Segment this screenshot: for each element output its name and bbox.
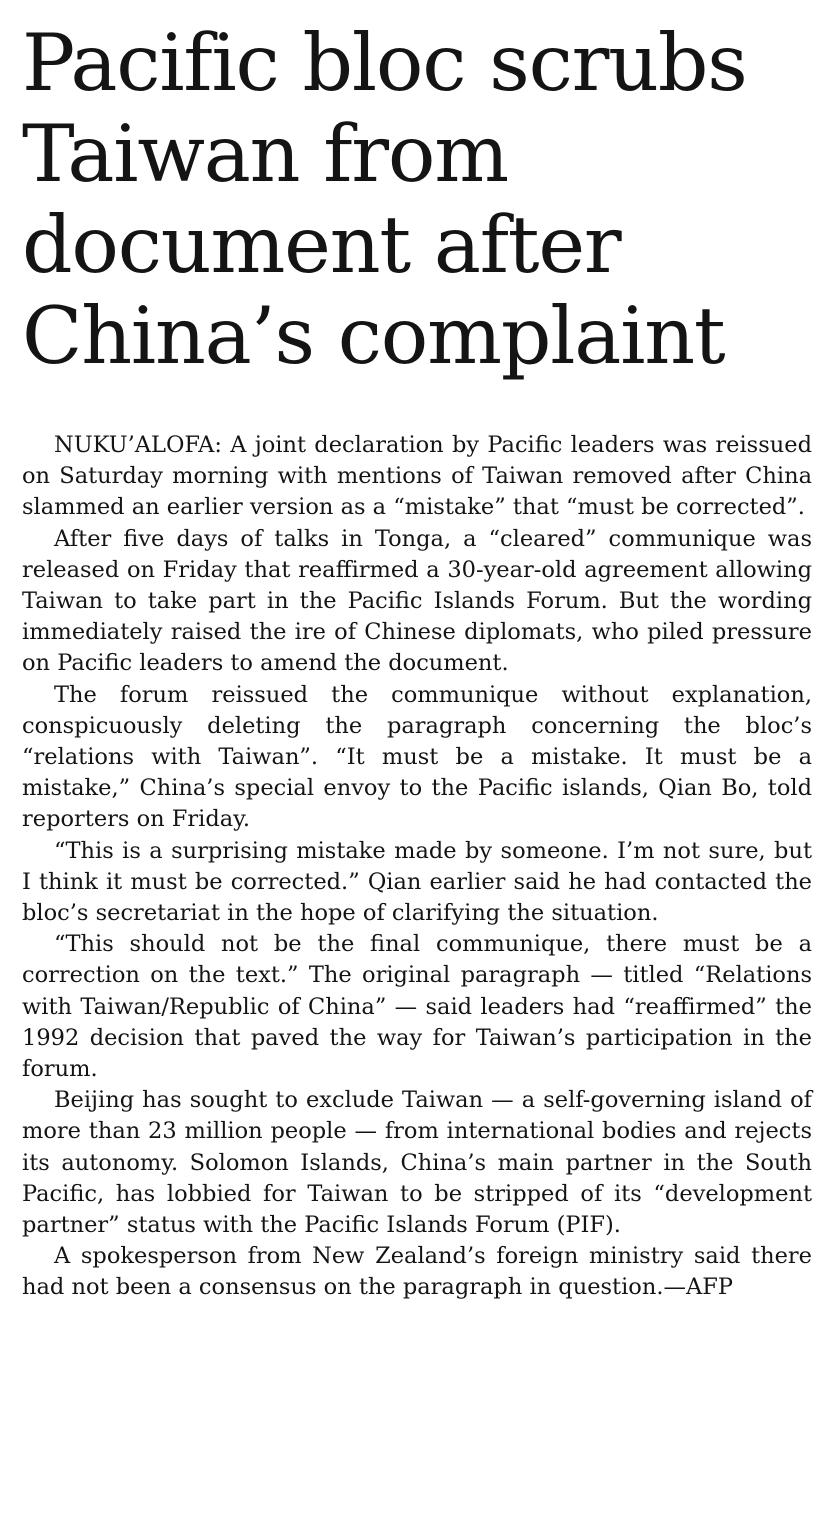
article-body [22,430,812,1304]
body-paragraph: The forum reissued the communique without explanation, conspicuously deleting the paragraph concerning the bloc’s “relations with Taiwan”. “It must be a mistake. It must be a mistake,” China’s special envoy to the Pacific islands, Qian Bo, told reporters on Friday. [22,681,812,833]
body-paragraph: “This should not be the final communique, there must be a correction on the text.” The original paragraph — titled “Relations with Taiwan/Republic of China” — said leaders had “reaffirmed” the 1992 decision that paved the way for Taiwan’s participation in the forum. [22,931,812,1083]
body-paragraph: Beijing has sought to exclude Taiwan — a self-governing island of more than 23 million people — from international bodies and rejects its autonomy. Solomon Islands, China’s main partner in the South Pacific, has lobbied for Taiwan to be stripped of its “development partner” status with the Pacific Islands Forum (PIF). [22,1087,812,1239]
headline [22,18,812,382]
headline-line: document after [22,199,621,291]
body-paragraph: After five days of talks in Tonga, a “cleared” communique was released on Friday that reaffirmed a 30-year-old agreement allowing Taiwan to take part in the Pacific Islands Forum. But the wording immediately raised the ire of Chinese diplomats, who piled pressure on Pacific leaders to amend the document. [22,525,812,677]
body-paragraph: “This is a surprising mistake made by someone. I’m not sure, but I think it must be corrected.” Qian earlier said he had contacted the bloc’s secretariat in the hope of clarifying the situation. [22,837,812,927]
headline-line: Pacific bloc scrubs [22,17,747,109]
news-article [22,18,812,1304]
headline-line: China’s complaint [22,290,725,382]
body-paragraph: A spokesperson from New Zealand’s foreign ministry said there had not been a consensus on the paragraph in question.—AFP [22,1243,812,1301]
headline-line: Taiwan from [22,108,508,200]
body-paragraph: NUKU’ALOFA: A joint declaration by Pacific leaders was reissued on Saturday morning with mentions of Taiwan removed after China slammed an earlier version as a “mistake” that “must be corrected”. [22,432,812,521]
